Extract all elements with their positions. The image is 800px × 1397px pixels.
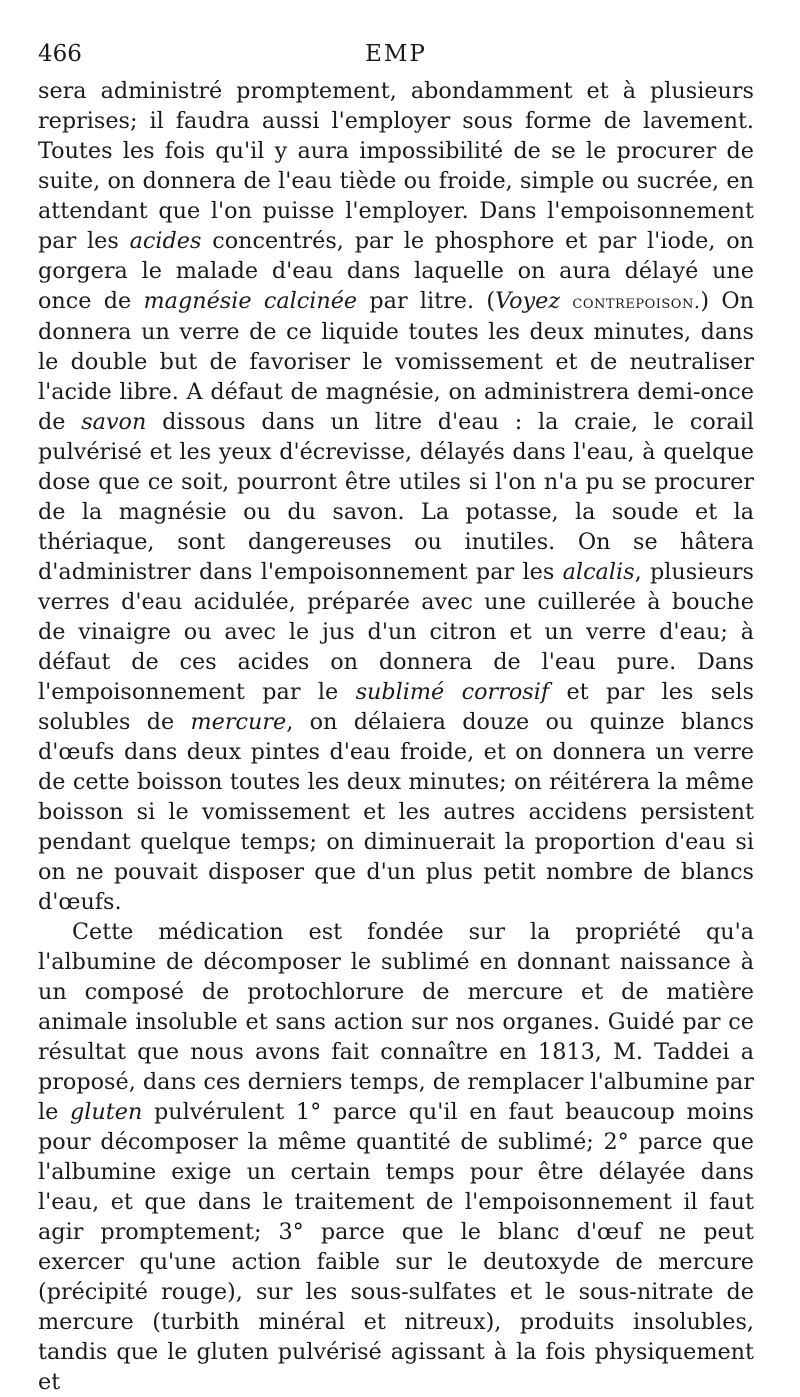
body-text [38, 76, 754, 1397]
italic-term: magnésie calcinée [143, 288, 358, 314]
text-run: sera administré promptement, abondamment et à plusieurs reprises; il faudra aussi l'employer sous forme de lavement. Toutes les fois qu'il y aura impossibilité de se le procurer de suite, on donnera de l'eau tiède ou froide, simple ou sucrée, en attendant que l'on puisse l'employer. Dans l'empoisonnement par les [38, 78, 754, 254]
text-run: Cette médication est fondée sur la propriété qu'a l'albumine de décomposer le sublimé en donnant naissance à un composé de protochlorure de mercure et de matière animale insoluble et sans action sur nos organes. Guidé par ce résultat que nous avons fait connaître en 1813, M. Taddei a proposé, dans ces derniers temps, de remplacer l'albumine par le [38, 919, 754, 1125]
page-header [38, 32, 754, 76]
italic-term: sublimé corrosif [355, 679, 550, 705]
paragraph-2 [38, 917, 754, 1397]
text-run: par litre. ( [357, 288, 496, 314]
italic-term: mercure [190, 709, 287, 735]
italic-term: gluten [70, 1099, 143, 1125]
text-run: ) On donnera un verre de ce liquide toutes les deux minutes, dans le double but de favoriser le vomissement et de neutraliser l'acide libre. A défaut de magnésie, on administrera demi-once de [38, 288, 754, 435]
italic-term: acides [129, 228, 202, 254]
text-run: concentrés, par le phosphore et par l'iode, on gorgera le malade d'eau dans laquelle on aura délayé une once de [38, 228, 755, 314]
page-number: 466 [38, 41, 82, 67]
paragraph-1 [38, 76, 754, 917]
text-run: , plusieurs verres d'eau acidulée, préparée avec une cuillerée à bouche de vinaigre ou avec le jus d'un citron et un verre d'eau; à défaut de ces acides on donnera de l'eau pure. Dans l'empoisonnement par le [38, 559, 754, 705]
italic-term: Voyez [495, 288, 561, 314]
text-run: , on délaiera douze ou quinze blancs d'œufs dans deux pintes d'eau froide, et on donnera un verre de cette boisson toutes les deux minutes; on réitérera la même boisson si le vomissement et les autres accidens persistent pendant quelque temps; on diminuerait la proportion d'eau si on ne pouvait disposer que d'un plus petit nombre de blancs d'œufs. [38, 709, 755, 915]
text-run: et par les sels solubles de [38, 679, 754, 735]
cross-reference: contrepoison. [572, 291, 701, 313]
text-run: pulvérulent 1° parce qu'il en faut beaucoup moins pour décomposer la même quantité de sublimé; 2° parce que l'albumine exige un certain temps pour être délayée dans l'eau, et que dans le traitement de l'empoisonnement il faut agir promptement; 3° parce que le blanc d'œuf ne peut exercer qu'une action faible sur le deutoxyde de mercure (précipité rouge), sur les sous-sulfates et le sous-nitrate de mercure (turbith minéral et nitreux), produits insolubles, tandis que le gluten pulvérisé agissant à la fois physiquement et [38, 1099, 754, 1395]
italic-term: alcalis [562, 559, 635, 585]
italic-term: savon [81, 409, 147, 435]
running-head: EMP [365, 41, 427, 67]
text-run: dissous dans un litre d'eau : la craie, le corail pulvérisé et les yeux d'écrevisse, délayés dans l'eau, à quelque dose que ce soit, pourront être utiles si l'on n'a pu se procurer de la magnésie ou du savon. La potasse, la soude et la thériaque, sont dangereuses ou inutiles. On se hâtera d'administrer dans l'empoisonnement par les [38, 409, 754, 585]
